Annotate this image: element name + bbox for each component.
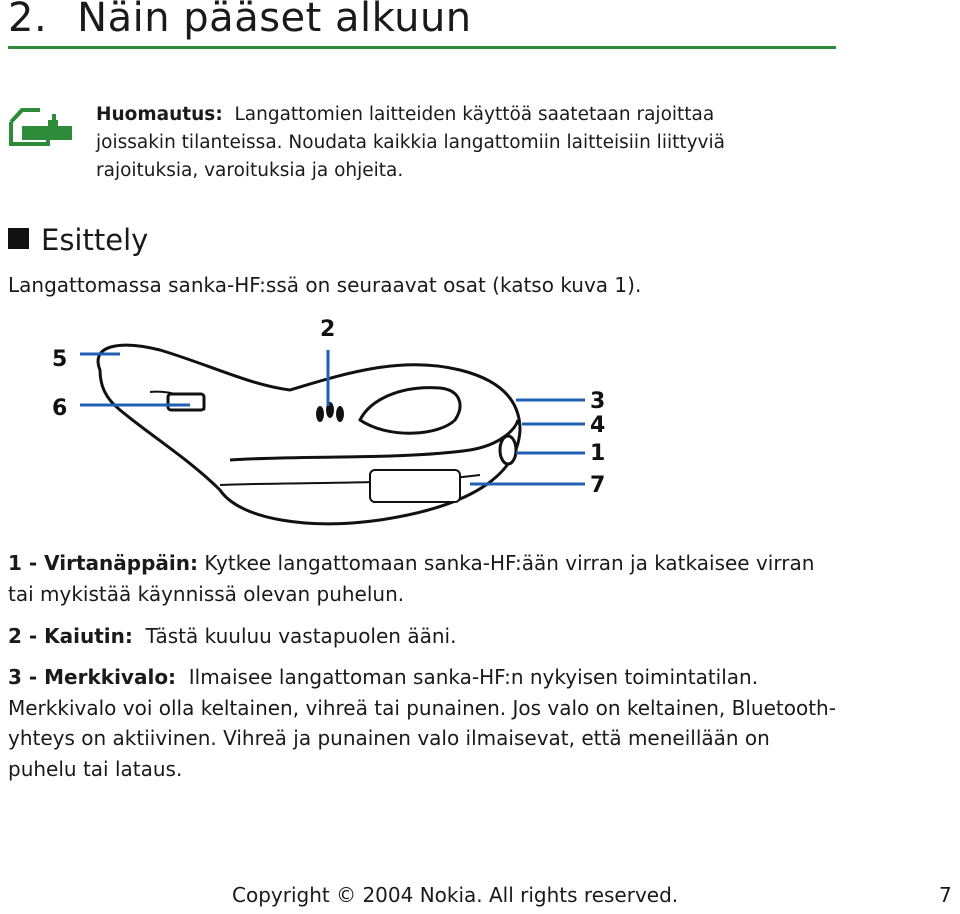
section-heading [8,222,148,258]
item-indicator-light [8,662,838,784]
note-label: Huomautus: [96,104,223,125]
headset-figure [40,310,640,538]
section-title: Esittely [41,223,149,257]
item-speaker [8,621,838,652]
item-text: Ilmaisee langattoman sanka-HF:n nykyisen toimintatilan. Merkkivalo voi olla keltainen, vihreä tai punainen. Jos valo on keltainen, Bluetooth-yhteys on aktiivinen. Vihreä ja punainen valo ilmaisevat, että meneillään on puhelu tai lataus. [8,665,836,781]
callout-2: 2 [320,317,336,342]
item-power-key [8,548,838,609]
item-text: Kytkee langattomaan sanka-HF:ään virran ja katkaisee virran tai mykistää käynnissä olevan puhelun. [8,551,815,606]
note-text [96,101,796,185]
chapter-title-text: Näin pääset alkuun [77,0,472,41]
callout-4: 4 [590,413,606,438]
item-text: Tästä kuuluu vastapuolen ääni. [145,624,457,648]
page-number: 7 [939,883,952,907]
intro-text: Langattomassa sanka-HF:ssä on seuraavat osat (katso kuva 1). [8,273,642,297]
item-label: 2 - Kaiutin: [8,624,133,648]
callout-3: 3 [590,389,606,414]
note-hand-icon [8,104,74,150]
square-bullet-icon [8,228,29,249]
item-label: 3 - Merkkivalo: [8,665,177,689]
footer-copyright: Copyright © 2004 Nokia. All rights reserved. [232,883,679,907]
chapter-title [8,0,472,42]
callout-5: 5 [52,347,68,372]
callout-1: 1 [590,441,606,466]
chapter-number: 2. [8,0,48,41]
callout-7: 7 [590,473,606,498]
note-body: Langattomien laitteiden käyttöä saatetaan rajoittaa joissakin tilanteissa. Noudata kaikkia langattomiin laitteisiin liittyviä rajoituksia, varoituksia ja ohjeita. [96,104,725,181]
callout-6: 6 [52,396,68,421]
item-label: 1 - Virtanäppäin: [8,551,198,575]
title-rule [8,46,836,49]
